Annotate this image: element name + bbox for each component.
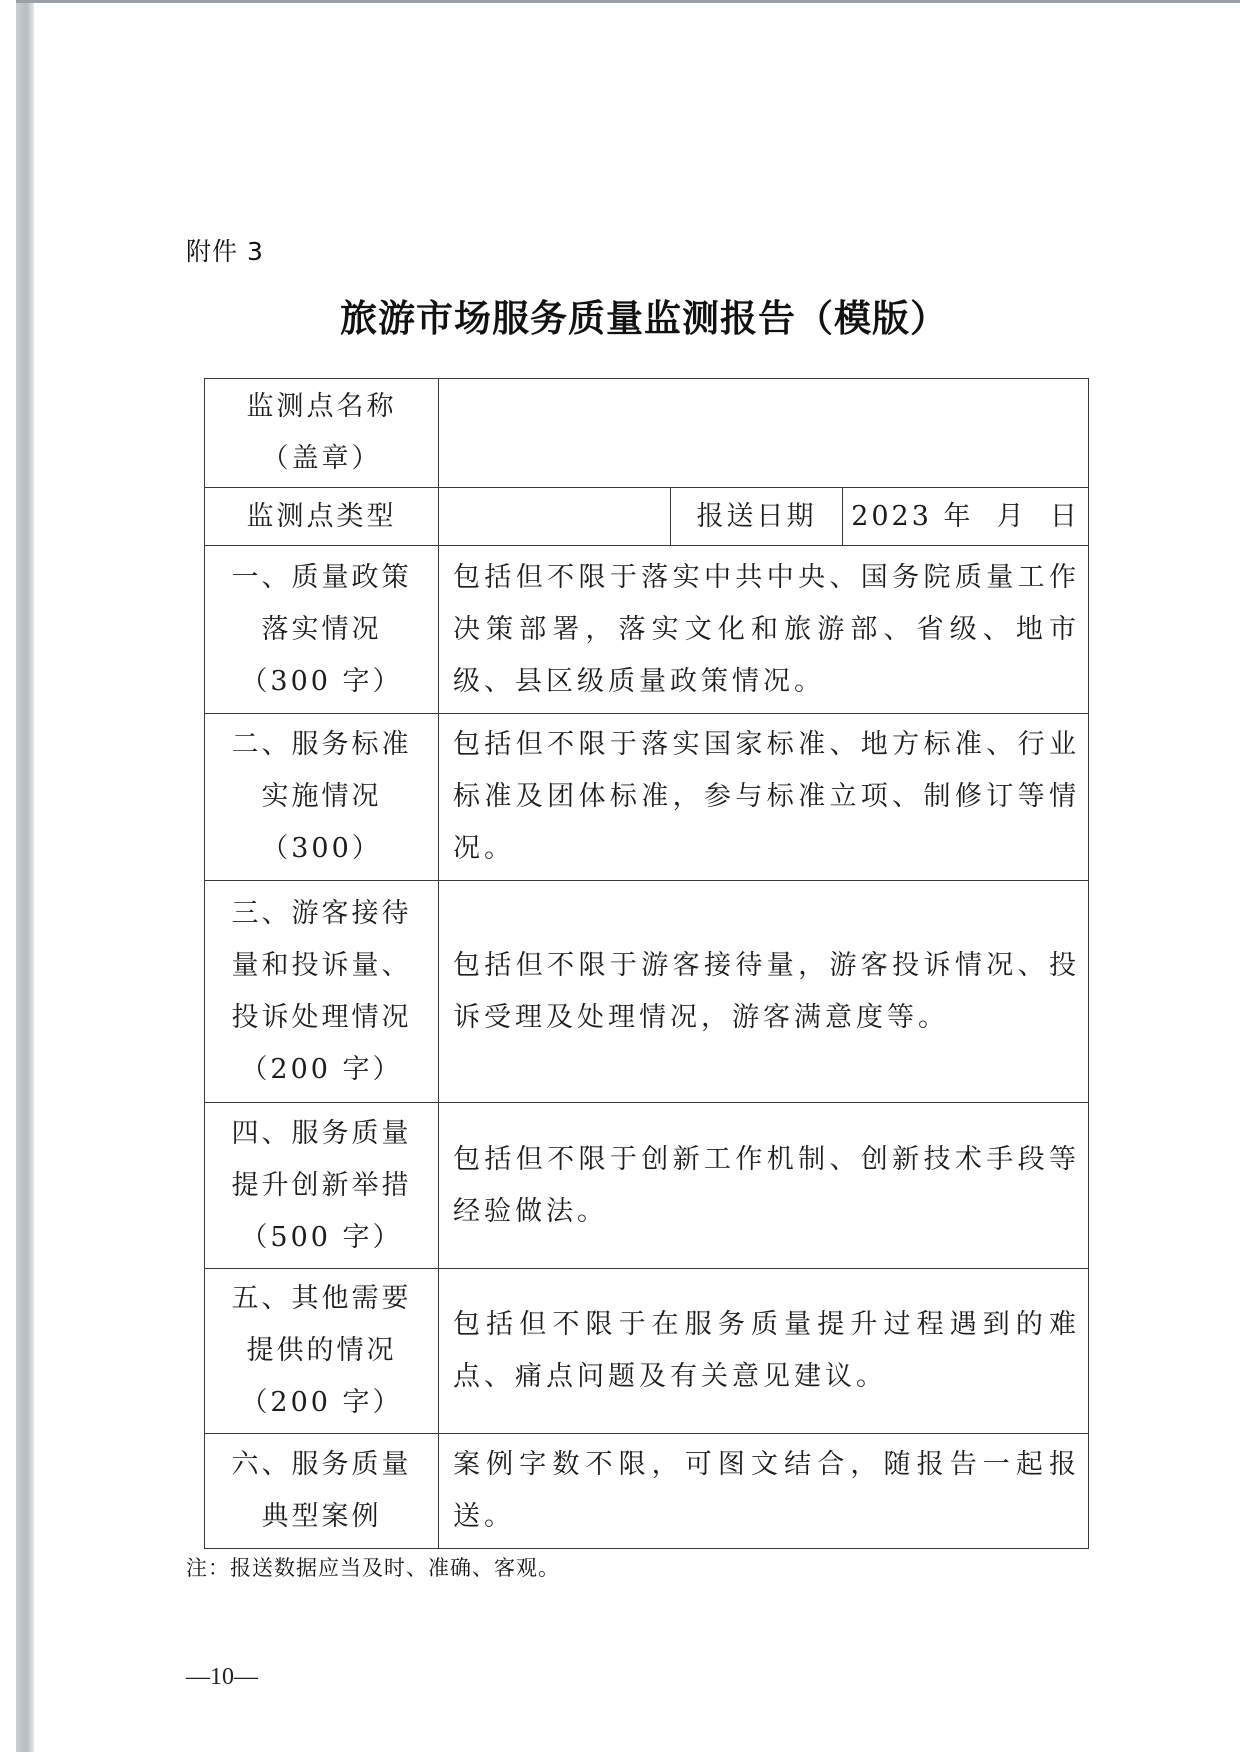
label-line: （盖章） (261, 443, 382, 474)
label-line: 典型案例 (261, 1501, 382, 1532)
label-line: 落实情况 (261, 613, 382, 645)
label-line: （200 字） (240, 1053, 403, 1085)
attachment-label: 附件 3 (186, 237, 264, 266)
site-name-field[interactable] (439, 379, 1089, 488)
label-line: 三、游客接待 (231, 897, 412, 929)
label-line: 五、其他需要 (231, 1283, 412, 1314)
section-content[interactable]: 包括但不限于落实中共中央、国务院质量工作决策部署，落实文化和旅游部、省级、地市级、县区级质量政策情况。 (439, 546, 1089, 714)
page-title: 旅游市场服务质量监测报告（模版） (340, 296, 948, 340)
label-line: （200 字） (240, 1387, 403, 1418)
section-content[interactable]: 包括但不限于创新工作机制、创新技术手段等经验做法。 (439, 1103, 1089, 1269)
table-row-site-name (205, 379, 1089, 488)
label-line: 实施情况 (261, 781, 382, 812)
submit-date-field[interactable]: 2023 年 月 日 (843, 488, 1089, 546)
label-line: 六、服务质量 (231, 1449, 412, 1480)
section-content[interactable]: 包括但不限于在服务质量提升过程遇到的难点、痛点问题及有关意见建议。 (439, 1269, 1089, 1434)
table-row-site-type (205, 488, 1089, 546)
section-label (205, 1269, 439, 1434)
table-row-section-6 (205, 1434, 1089, 1549)
table-row-section-1 (205, 546, 1089, 714)
site-type-label: 监测点类型 (205, 488, 439, 546)
section-label (205, 881, 439, 1103)
label-line: 提供的情况 (246, 1335, 397, 1366)
label-line: 四、服务质量 (231, 1117, 412, 1149)
label-line: 提升创新举措 (231, 1169, 412, 1201)
table-row-section-3 (205, 881, 1089, 1103)
label-line: （300） (261, 833, 382, 864)
submit-date-label: 报送日期 (671, 488, 843, 546)
label-line: 监测点名称 (246, 391, 397, 422)
section-label (205, 1434, 439, 1549)
table-row-section-2 (205, 714, 1089, 881)
label-line: 量和投诉量、 (231, 949, 412, 981)
label-line: （300 字） (240, 665, 403, 697)
site-name-label (205, 379, 439, 488)
table-row-section-4 (205, 1103, 1089, 1269)
scan-edge-left (16, 0, 34, 1752)
label-line: 二、服务标准 (231, 729, 412, 760)
section-label (205, 1103, 439, 1269)
section-label (205, 714, 439, 881)
section-label (205, 546, 439, 714)
site-type-field[interactable] (439, 488, 671, 546)
page-number: —10— (186, 1664, 258, 1690)
label-line: 投诉处理情况 (231, 1001, 412, 1033)
label-line: 一、质量政策 (231, 561, 412, 593)
report-form-table (204, 378, 1089, 1549)
section-content[interactable]: 包括但不限于落实国家标准、地方标准、行业标准及团体标准，参与标准立项、制修订等情况。 (439, 714, 1089, 881)
table-row-section-5 (205, 1269, 1089, 1434)
label-line: （500 字） (240, 1221, 403, 1253)
section-content[interactable]: 案例字数不限，可图文结合，随报告一起报送。 (439, 1434, 1089, 1549)
section-content[interactable]: 包括但不限于游客接待量，游客投诉情况、投诉受理及处理情况，游客满意度等。 (439, 881, 1089, 1103)
footnote: 注：报送数据应当及时、准确、客观。 (186, 1556, 560, 1580)
